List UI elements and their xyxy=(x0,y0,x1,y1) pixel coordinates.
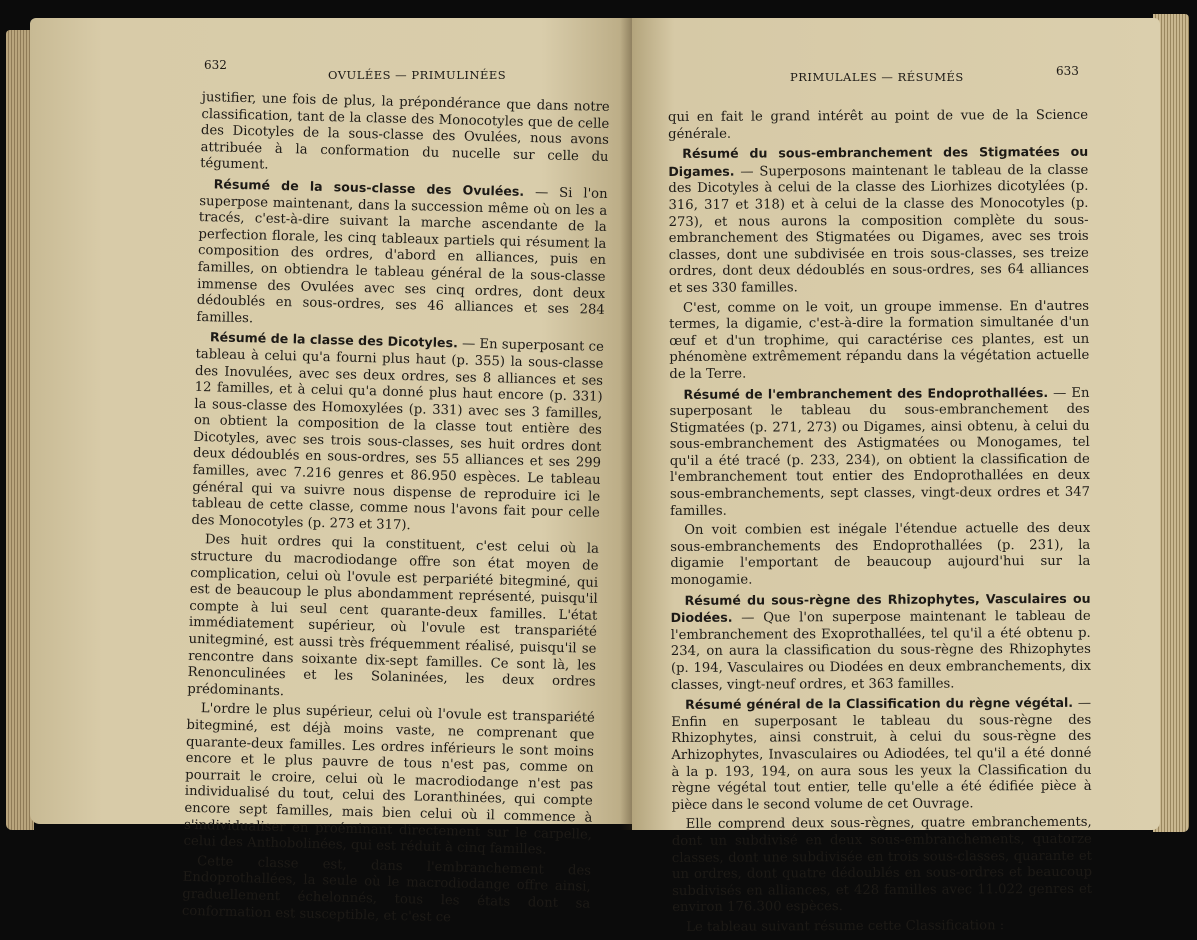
page-number-right: 633 xyxy=(1056,64,1079,78)
paragraph-text: Le tableau suivant résume cette Classification : xyxy=(686,918,1005,935)
paragraph xyxy=(196,176,608,336)
paragraph-text: — Superposons maintenant le tableau de la classe des Dicotyles à celui de la classe des Liorhizes dicotylées (p. 316, 317 et 318) et à celui de la classe des Monocotyles (p. 273), et nous aurons la composition complète du sous-embranchement des Stigmatées ou Digames, avec ses trois classes, dont une subdivisée en trois sous-classes, ses treize ordres, dont deux dédoublés en sous-ordres, ses 64 alliances et ses 330 familles. xyxy=(668,162,1089,296)
paragraph xyxy=(669,384,1090,520)
left-page-text xyxy=(182,90,610,933)
paragraph xyxy=(182,853,591,929)
paragraph-text: justifier, une fois de plus, la prépondérance que dans notre classification, tant de la classe des Monocotyles que de celle des Dicotyles de la sous-classe des Ovulées, nous avons attribuée à la conformation du nucelle sur celle du tégument. xyxy=(200,90,610,174)
paragraph xyxy=(668,144,1089,298)
right-page-text xyxy=(668,108,1092,940)
paragraph-text: — En superposant le tableau du sous-embranchement des Stigmatées (p. 271, 273) ou Digames, ainsi obtenu, à celui du sous-embranchement des Astigmatées ou Monogames, tel qu'il a été tracé (p. 233, 234), on obtient la classification de l'embranchement tout entier des Endoprothallées en deux sous-embranchements, sept classes, vingt-deux ordres et 347 familles. xyxy=(669,385,1091,519)
paragraph-text: Elle comprend deux sous-règnes, quatre embranchements, dont un subdivisé en deux sous-embranchements, quatorze classes, dont une subdivisée en trois sous-classes, quarante et un ordres, dont quatre dédoublés en sous-ordres et beaucoup subdivisés en alliances, et 428 familles avec 11.022 genres et environ 176.300 espèces. xyxy=(671,815,1093,916)
paragraph-heading: Résumé du sous-règne des Rhizophytes, Vasculaires ou Diodées. xyxy=(670,590,1091,626)
running-head-left: OVULÉES — PRIMULINÉES xyxy=(328,68,507,82)
paragraph-text: Des huit ordres qui la constituent, c'est celui où la structure du macrodiodange offre son état moyen de complication, celui où l'ovule est perpariété bitegminé, qui est de beaucoup le plus abondamment représenté, puisqu'il compte à lui seul cent quarante-deux familles. L'état immédiatement supérieur, où l'ovule est transpariété unitegminé, est aussi très fréquemment réalisé, puisqu'il se rencontre dans soixante dix-sept familles. Ce sont là, les Renonculinées et les Solaninées, les deux ordres prédominants. xyxy=(187,532,600,699)
paragraph-text: — Enfin en superposant le tableau du sous-règne des Rhizophytes, ainsi construit, à celui du sous-règne des Arhizophytes, Invasculaires ou Adiodées, tel qu'il a été donné à la p. 193, 194, on aura sous les yeux la Classification du règne végétal tout entier, telle qu'elle a été édifiée pièce à pièce dans le second volume de cet Ouvrage. xyxy=(671,695,1092,813)
running-head-right: PRIMULALES — RÉSUMÉS xyxy=(790,70,964,84)
page-number-left: 632 xyxy=(204,58,227,72)
paragraph-text: — Que l'on superpose maintenant le tableau de l'embranchement des Exoprothallées, tel qu'il a été obtenu p. 234, on aura la classification du sous-règne des Rhizophytes (p. 194, Vasculaires ou Diodées en deux embranchements, dix classes, vingt-neuf ordres, et 363 familles. xyxy=(670,609,1091,693)
left-page xyxy=(30,18,632,925)
paragraph xyxy=(671,695,1092,814)
paragraph-text: Cette classe est, dans l'embranchement des Endoprothallées, la seule où le macrodiodange offre ainsi, graduellement échelonnés, tous les états dont sa conformation est susceptible, et c'est ce xyxy=(181,853,592,925)
paragraph xyxy=(669,298,1089,383)
paragraph-heading: Résumé de la classe des Dicotyles. xyxy=(209,329,459,351)
paragraph xyxy=(672,918,1092,937)
paragraph xyxy=(668,108,1088,143)
paragraph xyxy=(672,815,1093,917)
paragraph-text: On voit combien est inégale l'étendue actuelle des deux sous-embranchements des Endoprothallées (p. 231), la digamie l'emportant de beaucoup aujourd'hui sur la monogamie. xyxy=(670,521,1091,589)
paragraph xyxy=(200,90,610,183)
paragraph xyxy=(191,329,604,539)
paragraph-text: — En superposant ce tableau à celui qu'a fourni plus haut (p. 355) la sous-classe des Inovulées, avec ses deux ordres, ses 8 alliances et ses 12 familles, et à celui qu'a donné plus haut encore (p. 331) la sous-classe des Homoxylées (p. 331) avec ses 3 familles, on obtient la composition de la classe tout entière des Dicotyles, avec ses trois sous-classes, ses huit ordres dont deux dédoublés en sous-ordres, ses 55 alliances et ses 299 familles, avec 7.216 genres et 86.950 espèces. Le tableau général qui va suivre nous dispense de reproduire ici le tableau de cette classe, comme nous l'avons fait pour celle des Monocotyles (p. 273 et 317). xyxy=(191,336,605,534)
paragraph xyxy=(670,521,1090,590)
paragraph-text: C'est, comme on le voit, un groupe immense. En d'autres termes, la digamie, c'est-à-dire la formation simultanée d'un œuf et d'un trophime, qui caractérise ces plantes, est un phénomène extrêmement répandu dans la végétation actuelle de la Terre. xyxy=(669,298,1090,382)
paragraph-text: qui en fait le grand intérêt au point de vue de la Science générale. xyxy=(668,107,1089,142)
paragraph-heading: Résumé de la sous-classe des Ovulées. xyxy=(213,176,525,199)
paragraph-text: L'ordre le plus supérieur, celui où l'ovule est transpariété bitegminé, est déjà moins vaste, ne comprenant que quarante-deux familles. Les ordres inférieurs le sont moins encore et le plus pauvre de tous n'est pas, comme on pourrait le croire, celui où le macrodiodange n'est pas individualisé du tout, celui des Loranthinées, qui compte encore sept familles, mais bien celui où il commence à s'individualiser en proéminant directement sur le carpelle, celui des Anthobolinées, qui est réduit à cinq familles. xyxy=(183,701,595,858)
paragraph-heading: Résumé du sous-embranchement des Stigmatées ou Digames. xyxy=(668,143,1089,179)
right-page xyxy=(632,18,1160,935)
paragraph-text: — Si l'on superpose maintenant, dans la succession même où on les a tracés, c'est-à-dire suivant la marche ascendante de la perfection florale, les cinq tableaux partiels qui résument la composition des ordres, d'abord en alliances, puis en familles, on obtiendra le tableau général de la sous-classe immense des Ovulées avec ses cinq ordres, dont deux dédoublés en sous-ordres, ses 46 alliances et ses 284 familles. xyxy=(196,184,608,327)
paragraph-heading: Résumé général de la Classification du règne végétal. xyxy=(685,695,1074,713)
paragraph xyxy=(183,701,595,860)
paragraph-heading: Résumé de l'embranchement des Endoprothallées. xyxy=(683,384,1049,402)
paragraph xyxy=(671,590,1092,694)
paragraph xyxy=(187,532,599,708)
